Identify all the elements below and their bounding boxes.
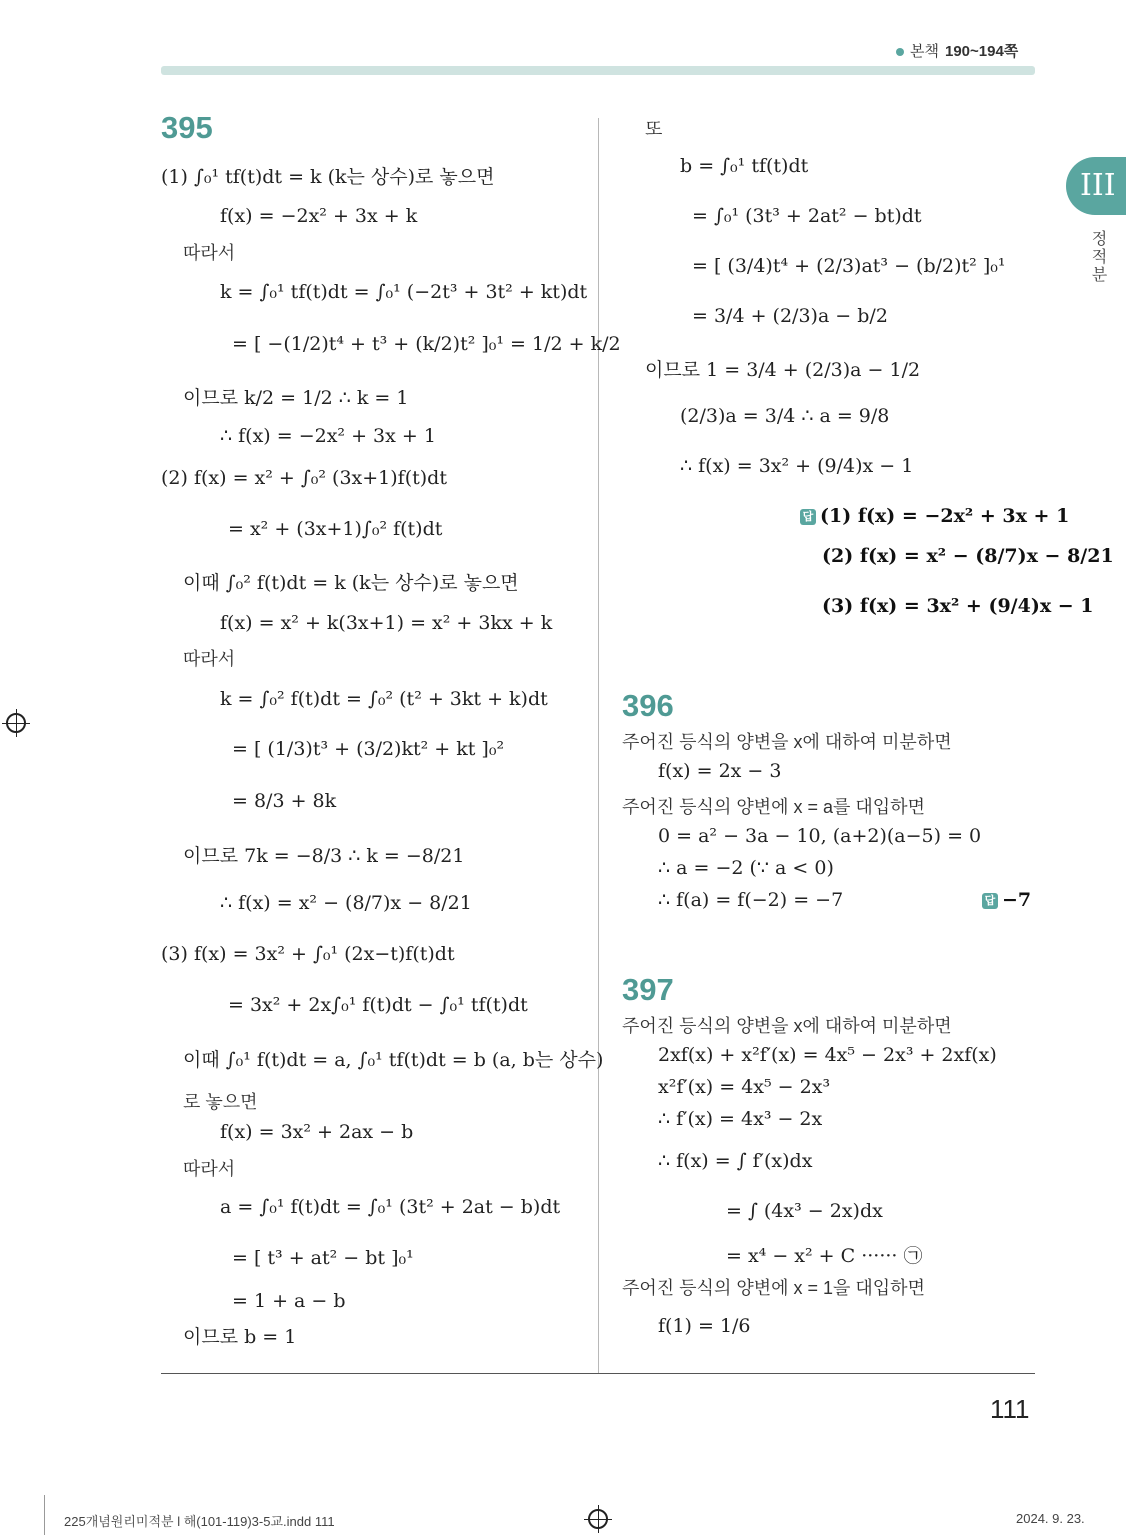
crop-mark (44, 1495, 45, 1535)
answer-text: −7 (1002, 889, 1032, 911)
solution-line: = [ (1/3)t³ + (3/2)kt² + kt ]₀² (232, 738, 505, 760)
solution-line: = 3x² + 2x∫₀¹ f(t)dt − ∫₀¹ tf(t)dt (228, 994, 528, 1016)
answer-text: (1) f(x) = −2x² + 3x + 1 (820, 505, 1070, 527)
answer-badge-icon: 답 (800, 509, 816, 525)
solution-line: 주어진 등식의 양변에 x = a를 대입하면 (622, 797, 925, 817)
registration-mark-icon (6, 713, 26, 733)
registration-mark-icon (588, 1509, 608, 1529)
solution-line: = 3/4 + (2/3)a − b/2 (692, 305, 888, 327)
solution-line: = 1 + a − b (232, 1290, 346, 1312)
page-reference (896, 40, 1018, 61)
solution-line: f(x) = 2x − 3 (658, 760, 782, 782)
page-number: 111 (990, 1394, 1030, 1424)
solution-line: 이므로 1 = 3/4 + (2/3)a − 1/2 (645, 359, 921, 381)
solution-line: f(1) = 1/6 (658, 1315, 751, 1337)
solution-line: ∴ f(x) = 3x² + (9/4)x − 1 (680, 455, 914, 477)
solution-line: (3) f(x) = 3x² + ∫₀¹ (2x−t)f(t)dt (161, 943, 455, 965)
solution-line: 주어진 등식의 양변을 x에 대하여 미분하면 (622, 732, 952, 752)
answer-line (982, 889, 1031, 911)
solution-line: 이므로 b = 1 (183, 1326, 297, 1348)
problem-number: 397 (622, 972, 674, 1007)
answer-badge-icon: 답 (982, 893, 998, 909)
answer-line (800, 505, 1069, 527)
solution-line: ∴ a = −2 (∵ a < 0) (658, 857, 834, 879)
solution-line: 0 = a² − 3a − 10, (a+2)(a−5) = 0 (658, 825, 982, 847)
answer-line: (3) f(x) = 3x² + (9/4)x − 1 (822, 595, 1094, 617)
solution-line: 2xf(x) + x²f′(x) = 4x⁵ − 2x³ + 2xf(x) (658, 1044, 997, 1066)
solution-line: = x⁴ − x² + C ······ ㉠ (726, 1245, 923, 1267)
solution-line: f(x) = x² + k(3x+1) = x² + 3kx + k (220, 612, 553, 634)
solution-line: = [ −(1/2)t⁴ + t³ + (k/2)t² ]₀¹ = 1/2 + k/2 (232, 333, 621, 355)
column-divider (598, 118, 599, 1373)
solution-line: 주어진 등식의 양변에 x = 1을 대입하면 (622, 1278, 925, 1298)
solution-line: 이므로 7k = −8/3 ∴ k = −8/21 (183, 845, 465, 867)
solution-line: = x² + (3x+1)∫₀² f(t)dt (228, 518, 443, 540)
solution-line: a = ∫₀¹ f(t)dt = ∫₀¹ (3t² + 2at − b)dt (220, 1196, 561, 1218)
solution-line: 이때 ∫₀² f(t)dt = k (k는 상수)로 놓으면 (183, 572, 519, 594)
ref-label: 본책 (910, 43, 939, 60)
solution-line: (1) ∫₀¹ tf(t)dt = k (k는 상수)로 놓으면 (161, 166, 495, 188)
solution-line: = ∫₀¹ (3t³ + 2at² − bt)dt (692, 205, 922, 227)
solution-line: 이므로 k/2 = 1/2 ∴ k = 1 (183, 387, 409, 409)
bullet-icon (896, 48, 904, 56)
solution-line: 따라서 (183, 1159, 236, 1179)
solution-line: b = ∫₀¹ tf(t)dt (680, 155, 809, 177)
problem-number: 396 (622, 688, 674, 723)
solution-line: (2/3)a = 3/4 ∴ a = 9/8 (680, 405, 890, 427)
solution-line: (2) f(x) = x² + ∫₀² (3x+1)f(t)dt (161, 467, 447, 489)
solution-line: 주어진 등식의 양변을 x에 대하여 미분하면 (622, 1016, 952, 1036)
solution-line: ∴ f(x) = −2x² + 3x + 1 (220, 425, 436, 447)
header-bar (161, 66, 1035, 75)
chapter-numeral: III (1080, 168, 1116, 203)
solution-line: ∴ f(x) = x² − (8/7)x − 8/21 (220, 892, 472, 914)
problem-number: 395 (161, 110, 213, 145)
answer-line: (2) f(x) = x² − (8/7)x − 8/21 (822, 545, 1114, 567)
solution-line: = [ t³ + at² − bt ]₀¹ (232, 1247, 414, 1269)
solution-line: k = ∫₀¹ tf(t)dt = ∫₀¹ (−2t³ + 3t² + kt)dt (220, 281, 588, 303)
chapter-tab (1066, 157, 1126, 215)
solution-line: 이때 ∫₀¹ f(t)dt = a, ∫₀¹ tf(t)dt = b (a, b는 상수) (183, 1049, 604, 1071)
solution-line: = 8/3 + 8k (232, 790, 337, 812)
footer-date: 2024. 9. 23. (1016, 1511, 1085, 1526)
solution-line: 또 (645, 119, 663, 139)
solution-line: = [ (3/4)t⁴ + (2/3)at³ − (b/2)t² ]₀¹ (692, 255, 1006, 277)
solution-line: ∴ f(x) = ∫ f′(x)dx (658, 1150, 813, 1172)
bottom-rule (161, 1373, 1035, 1374)
solution-line: f(x) = −2x² + 3x + k (220, 205, 418, 227)
chapter-label: 정적분 (1089, 230, 1106, 284)
solution-line: 로 놓으면 (183, 1092, 258, 1112)
solution-line: ∴ f(a) = f(−2) = −7 (658, 889, 844, 911)
ref-pages: 190~194쪽 (944, 43, 1019, 60)
solution-line: 따라서 (183, 649, 236, 669)
solution-line: k = ∫₀² f(t)dt = ∫₀² (t² + 3kt + k)dt (220, 688, 548, 710)
solution-line: = ∫ (4x³ − 2x)dx (726, 1200, 883, 1222)
solution-line: ∴ f′(x) = 4x³ − 2x (658, 1108, 823, 1130)
footer-file: 225개념원리미적분 l 해(101-119)3-5교.indd 111 (64, 1514, 335, 1529)
solution-line: x²f′(x) = 4x⁵ − 2x³ (658, 1076, 831, 1098)
solution-line: f(x) = 3x² + 2ax − b (220, 1121, 414, 1143)
solution-line: 따라서 (183, 243, 236, 263)
